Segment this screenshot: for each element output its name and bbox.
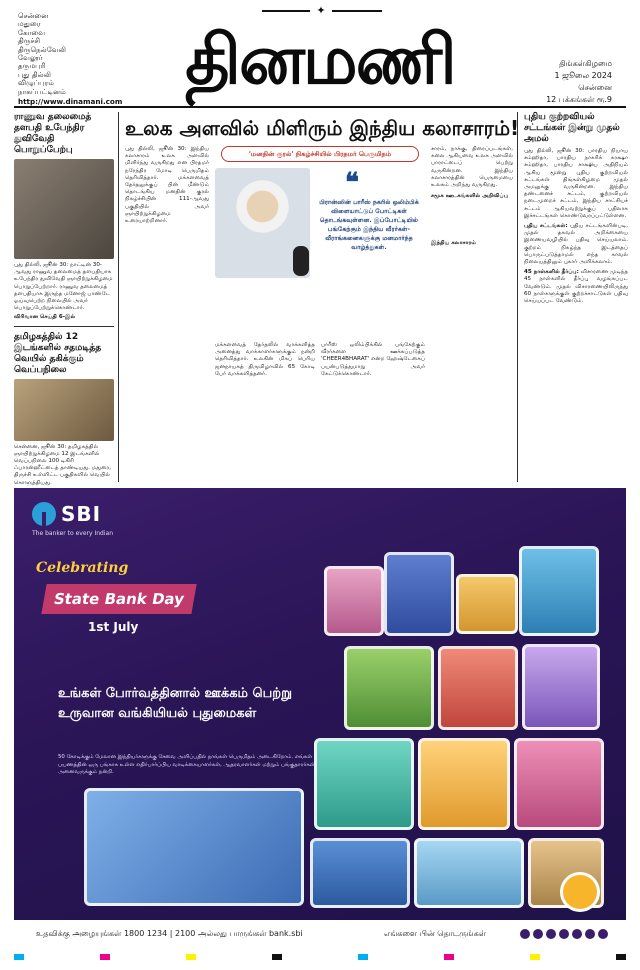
- story-title[interactable]: ராணுவ தலைமைத் தளபதி உபேந்திர துவிவேதி பொறுப்பேற்பு: [14, 112, 92, 155]
- photo-tile: [314, 738, 414, 830]
- youtube-icon[interactable]: [546, 929, 556, 939]
- ornament-icon: ✦: [310, 4, 332, 18]
- photo-tile: [456, 574, 518, 634]
- story-body: விசாரணை முடிந்த 45 நாள்களில் தீர்ப்பு வழங்கப்பட வேண்டும். முதல் விசாரணையிலிருந்து 60 நாள்களுக்குள் குற்றச்சாட்டுகள் பதிவு செய்யப்பட வேண்டும்.: [524, 269, 629, 305]
- photo-tile: [519, 546, 599, 636]
- edition: வேலூர்: [18, 53, 43, 63]
- photo-tile: [418, 738, 510, 830]
- lead-story: [118, 112, 518, 482]
- follow-label: எங்களை பின் தொடருங்கள்: [383, 929, 486, 938]
- day: திங்கள்கிழமை: [559, 59, 612, 68]
- magenta-mark: [100, 954, 110, 960]
- linkedin-icon[interactable]: [572, 929, 582, 939]
- cyan-mark: [14, 954, 24, 960]
- date-block: [546, 58, 612, 106]
- event-ribbon: State Bank Day: [41, 584, 196, 614]
- editions-list: [18, 12, 122, 106]
- left-column: [14, 112, 114, 486]
- ad-headline: உங்கள் போர்வத்தினால் ஊக்கம் பெற்று உருவான வங்கியியல் புதுமைகள்: [58, 686, 293, 721]
- photo-tile: [438, 646, 518, 730]
- magenta-mark: [444, 954, 454, 960]
- edition: திருநெல்வேலி: [18, 44, 67, 54]
- story-heat[interactable]: [14, 332, 114, 501]
- newspaper-logo: தினமணி: [185, 20, 455, 100]
- yellow-mark: [186, 954, 196, 960]
- ad-footer: [14, 920, 626, 948]
- col4-subhead: இந்திய கலாசாரம்: [431, 240, 476, 247]
- website-link[interactable]: http://www.dinamani.com: [18, 97, 123, 107]
- sbi-advertisement[interactable]: [14, 488, 626, 948]
- lead-column-2: மக்களவைத் தேர்தலில் வாக்களித்த அனைத்து வாக்காளர்களுக்கும் நன்றி தெரிவித்தார். உலகின் மிகப் பெரிய ஜனநாயகத் திருவிழாவில் 65 கோடி பேர் வாக்களித்தனர்.: [215, 342, 315, 377]
- city: சென்னை: [578, 83, 612, 92]
- sbi-tagline: The banker to every Indian: [32, 530, 113, 537]
- edition: சென்னை: [18, 11, 49, 20]
- subhead: புதிய சட்டங்கள்:: [524, 223, 568, 230]
- edition: கோவை: [18, 27, 46, 37]
- celebrating-label: Celebrating: [36, 560, 129, 576]
- story-title[interactable]: தமிழகத்தில் 12 இடங்களில் சதமடித்த வெயில் தகிக்கும் வெப்பநிலை: [14, 331, 102, 375]
- heat-photo: [14, 379, 114, 441]
- col4-subhead: சமூக ஊடகங்களில் அறிவிப்பு: [431, 193, 508, 200]
- lead-column-4: [431, 146, 513, 248]
- photo-tile: [84, 788, 304, 906]
- pinterest-icon[interactable]: [585, 929, 595, 939]
- right-column: [524, 112, 628, 482]
- sbi-brand: SBI: [61, 502, 102, 526]
- mascot-icon: [560, 872, 600, 912]
- story-continued[interactable]: விரிவான செய்தி 6-இல்: [14, 314, 76, 321]
- lead-column-1: புது தில்லி, ஜூன் 30: இந்திய கலாசாரம் உலக அளவில் மிளிர்ந்து வருகிறது என பிரதமர் நரேந்திர மோடி பெருமிதம் தெரிவித்தார். மக்களவைத் தேர்தலுக்குப் பின் மீண்டும் தொடங்கிய மனதின் குரல் நிகழ்ச்சியின் 111-ஆவது பகுதியில் அவர் ஞாயிற்றுக்கிழமை உரையாற்றினார்.: [125, 146, 209, 225]
- masthead: [0, 0, 640, 108]
- col4-text: சாரம், நாக்கு, திரைப்படங்கள், கலை ஆகியவை உலக அளவில் பாராட்டைப் பெற்று வருகின்றன. இந்திய கலாசாரத்தின் பெருமையை உலகம் அறிந்து வருகிறது.: [431, 146, 513, 189]
- story-body: சென்னை, ஜூன் 30: தமிழகத்தில் ஞாயிற்றுக்கிழமை 12 இடங்களில் வெப்பநிலை 100 டிகிரி ஃபாரன்ஹீட்டைத் தாண்டியது. மதுரை, திருச்சி உள்ளிட்ட பகுதிகளில் வெயில் கொளுத்தியது.: [14, 443, 112, 486]
- lead-headline[interactable]: உலக அளவில் மிளிரும் இந்திய கலாசாரம்!: [125, 116, 520, 140]
- sbi-logo-icon: [32, 502, 56, 526]
- edition: நாகப்பட்டினம்: [18, 86, 66, 96]
- pm-quote-box: [215, 146, 425, 336]
- pm-quote: பிரான்ஸின் பாரீஸ் நகரில் ஒலிம்பிக் விளையாட்டுப் போட்டிகள் தொடங்கவுள்ளன. இப்போட்டியில் பங்கேற்கும் இந்திய வீரர்கள்-வீராங்கனைகளுக்கு மனமார்ந்த வாழ்த்துகள்.: [319, 199, 419, 251]
- date: 1 ஜூலை 2024: [554, 71, 612, 80]
- masthead-rule: [14, 106, 626, 108]
- facebook-icon[interactable]: [520, 929, 530, 939]
- microphone-icon: [293, 246, 309, 276]
- photo-tile: [522, 644, 600, 730]
- story-body: புது தில்லி, ஜூன் 30: பாரதிய நியாய சம்ஹிதா, பாரதிய நாகரிக் சுரக்ஷா சம்ஹிதா, பாரதிய சாக்ஷிய அதிநியம் ஆகிய மூன்று புதிய குற்றவியல் சட்டங்கள் திங்கள்கிழமை முதல் அமலுக்கு வருகின்றன. இந்திய தண்டனைச் சட்டம், குற்றவியல் நடைமுறைச் சட்டம், இந்திய சாட்சியச் சட்டம் ஆகியவற்றுக்குப் பதிலாக இச்சட்டங்கள் கொண்டுவரப்பட்டுள்ளன.: [524, 148, 628, 219]
- cyan-mark: [358, 954, 368, 960]
- edition: புது தில்லி: [18, 69, 52, 79]
- photo-tile: [384, 552, 454, 636]
- social-icons: [520, 929, 608, 939]
- photo-tile: [344, 646, 434, 730]
- lead-column-3: பாரீஸ் ஒலிம்பிக்கில் பங்கேற்கும் வீரர்களை ஊக்கப்படுத்த 'CHEER4BHARAT' என்ற ஹேஷ்டேகைப் பயன்படுத்துமாறு அவர் கேட்டுக்கொண்டார்.: [321, 342, 425, 377]
- event-date: 1st July: [88, 620, 139, 634]
- photo-tile: [324, 566, 384, 636]
- ad-paragraph: 50 கோடிக்கும் மேலான இந்தியர்களுக்கு சேவை அளிப்பதில் நாங்கள் பெருமிதம் அடைகிறோம். எங்கள் பயணத்தின் ஒரு பங்காக உள்ள எதிர்பார்ப்பிய வாடிக்கையாளர்கள், ஆதரவாளர்கள் மற்றும் பங்குதாரர்கள் அனைவருக்கும் நன்றி.: [58, 754, 315, 776]
- quote-tag: 'மனதின் குரல்' நிகழ்ச்சியில் பிரதமர் பெருமிதம்: [221, 146, 419, 162]
- story-army-chief[interactable]: [14, 112, 114, 327]
- story-title[interactable]: புதிய குற்றவியல் சட்டங்கள் இன்று முதல் அமல்: [524, 112, 620, 144]
- photo-tile: [310, 838, 410, 908]
- army-chief-photo: [14, 159, 114, 259]
- black-mark: [272, 954, 282, 960]
- edition: திருச்சி: [18, 36, 41, 46]
- story-body: புது தில்லி, ஜூன் 30: நாட்டின் 30-ஆவது ராணுவ தலைமைத் தளபதியாக உபேந்திர துவிவேதி ஞாயிற்றுக்கிழமை பொறுப்பேற்றார். ராணுவ தலைமைத் தளபதியாக இருந்த மனோஜ் பாண்டே ஓய்வுபெற்ற நிலையில் அவர் பொறுப்பேற்றுக்கொண்டார்.: [14, 262, 113, 312]
- photo-tile: [514, 738, 604, 830]
- quote-icon: ❝: [345, 168, 359, 198]
- instagram-icon[interactable]: [533, 929, 543, 939]
- edition: மதுரை: [18, 19, 41, 29]
- lead-body: [125, 146, 511, 476]
- edition: தருமபுரி: [18, 61, 46, 71]
- helpline-text[interactable]: உதவிக்கு அழையுங்கள் 1800 1234 | 2100 அல்லது பாருங்கள் bank.sbi: [36, 929, 303, 938]
- pages-price: 12 பக்கங்கள் ரூ.9: [546, 95, 612, 104]
- story-body: புதிய சட்டங்களின்படி, முதல் தகவல் அறிக்கையை இணையவழியில் பதிவு செய்யலாம். குற்றம் நிகழ்ந்த இடத்தைப் பொருட்படுத்தாமல் எந்த காவல் நிலையத்திலும் புகார் அளிக்கலாம்.: [524, 223, 628, 266]
- subhead: 45 நாள்களில் தீர்ப்பு:: [524, 269, 579, 276]
- threads-icon[interactable]: [598, 929, 608, 939]
- x-icon[interactable]: [559, 929, 569, 939]
- photo-tile: [414, 838, 524, 908]
- yellow-mark: [530, 954, 540, 960]
- registration-marks: [14, 954, 626, 964]
- black-mark: [616, 954, 626, 960]
- sbi-logo: [32, 502, 101, 526]
- edition: விழுப்புரம்: [18, 78, 55, 88]
